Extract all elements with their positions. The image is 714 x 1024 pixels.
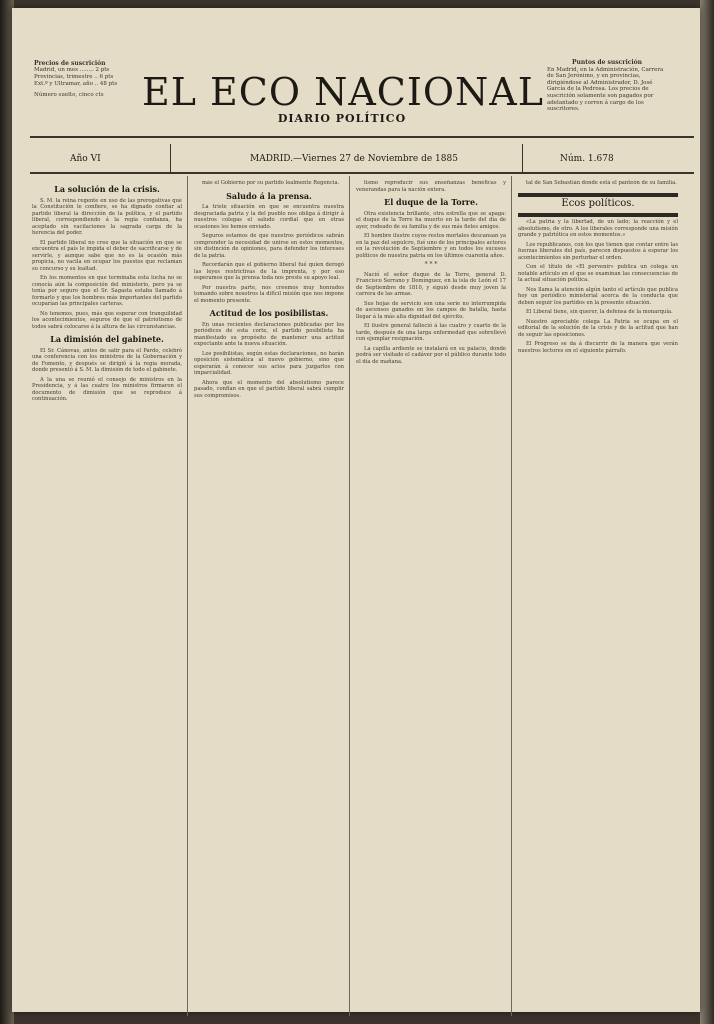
subscription-points-box [547,60,667,113]
paragraph: Los republicanos, con los que tienen que contar entre las fuerzas liberales del país, parecen dispuestos á esperar los acontecimientos sin perturbar el orden. [518,241,678,261]
paragraph: En los momentos en que terminaba esta lucha no se conocía aún la composición del ministerio, pero ya se tenía por seguro que el Sr. Sagasta estaba llamado á formarlo y que los hombres más importantes del partido ocuparían las principales carteras. [32,275,182,307]
paragraph: El Progreso se da á discurrir de la manera que verán nuestros lectores en el siguiente párrafo. [518,341,678,354]
paragraph: Los posibilistas, según estas declaraciones, no harán oposición sistemática al nuevo gobierno, sino que esperarán á conocer sus actos para juzgarlos con imparcialidad. [194,350,344,376]
paragraph: No tenemos, pues, más que esperar con tranquilidad los acontecimientos, seguros de que el patriotismo de todos sabrá colocarse á la altura de las circunstancias. [32,310,182,330]
paragraph: «La patria y la libertad, de un lado; la reacción y el absolutismo, de otro. A los liberales corresponde una misión grande y patriótica en estos momentos.» [518,219,678,238]
paragraph: Otra existencia brillante, otra estrella que se apaga: el duque de la Torre ha muerto en la tarde del día de ayer, rodeado de su familia y de sus más fieles amigos. [356,210,506,230]
paragraph: tal de San Sebastián donde está el panteón de su familia. [526,180,677,186]
column-rule [349,176,350,1016]
points-title: Puntos de suscrición [571,59,643,66]
column-3 [356,180,506,368]
column-1 [32,180,182,406]
info-rule [30,172,694,174]
paragraph: A la una se reunió el consejo de ministros en la Presidencia, y á las cuatro los ministros firmaron el documento de dimisión que se reproduce á continuación. [32,376,182,402]
price-line: Número suelto, cinco cts [34,92,104,98]
paragraph: La capilla ardiente se instalará en su palacio, donde podrá ser visitado el cadáver por el público durante todo el día de mañana. [356,345,506,365]
column-rule [187,176,188,1016]
article-heading: La solución de la crisis. [54,184,160,194]
paragraph: Nuestro apreciable colega La Patria se ocupa en el editorial de la solución de la crisis y de la actitud que han de seguir las oposiciones. [518,318,678,338]
points-text: En Madrid, en la Administración, Carrera de San Jerónimo, y en provincias, dirigiéndose al Administrador, D. José García de la Pedrosa. Los precios de suscrición solamente son pagados por adelantado y corren á cargo de los suscritores. [547,66,664,113]
info-separator [170,144,171,174]
article-heading: Actitud de los posibilistas. [209,308,329,318]
column-2 [194,180,344,402]
paragraph: El Liberal tiene, sin querer, la defensa de la monarquía. [526,309,673,315]
paragraph: más el Gobierno por su partido lealmente Regencia. [202,180,340,186]
paragraph: S. M. la reina regente en uso de las prerogativas que la Constitución le confiere, se ha dignado confiar al partido liberal la dirección de la política, y el partido liberal, correspondiendo á la regia confianza, ha aceptado sin vacilaciones la sagrada carga de la herencia del poder. [32,197,182,236]
paragraph: El hombre ilustre cuyos restos mortales descansan ya en la paz del sepulcro, fué uno de los principales actores en la revolución de Septiembre y en todos los sucesos políticos de nuestra patria en los últimos cuarenta años. [356,233,506,259]
paragraph: Seguros estamos de que nuestros periódicos sabrán comprender la necesidad de unirse en estos momentos, sin distinción de opiniones, para defender los intereses de la patria. [194,233,344,259]
paragraph: Por nuestra parte, nos creemos muy honrados tomando sobre nosotros la difícil misión que nos impone el momento presente. [194,284,344,304]
section-stars: * * * [424,261,438,268]
price-line: Provincias, trimestre .. 6 pts [34,74,114,80]
section-banner-rule [518,213,678,217]
issue-number: Núm. 1.678 [560,154,614,164]
article-heading: Saludo á la prensa. [226,190,312,201]
prices-title: Precios de suscrición [34,60,106,67]
column-4 [518,180,678,357]
article-heading: El duque de la Torre. [384,197,478,207]
paragraph: Nació el señor duque de la Torre, general D. Francisco Serrano y Domínguez, en la isla de León el 17 de Septiembre de 1810, y siguió desde muy joven la carrera de las armas. [356,271,506,297]
paragraph: Con el título de «El porvenir» publica un colega un notable artículo en el que se examinan las consecuencias de la actual situación política. [518,264,678,283]
header [12,8,700,148]
paragraph: El ilustre general falleció á las cuatro y cuarto de la tarde, después de una larga enfermedad que sobrellevó con ejemplar resignación. [356,323,506,342]
page-edge-right [700,0,714,1024]
paragraph: Sus hojas de servicio son una serie no interrumpida de ascensos ganados en los campos de batalla, hasta llegar á la más alta dignidad del ejército. [356,300,506,320]
subtitle: DIARIO POLÍTICO [277,112,407,125]
price-line: Madrid, un mes ........ 2 pts [34,67,110,73]
subscription-prices-box [34,60,130,99]
info-separator [522,144,523,174]
price-line: Ext.º y Ultramar, año .. 48 pts [34,81,118,87]
section-heading: Ecos políticos. [561,197,635,209]
paragraph: lismo reproducir sus enseñanzas benéficas y venerandas para la nación entera. [356,180,506,193]
paragraph: El Sr. Cánovas, antes de salir para el Pardo, celebró una conferencia con los ministros de la Gobernación y de Fomento, y después se dirigió á la regia morada, donde presentó á S. M. la dimisión de todo el gabinete. [32,347,182,373]
header-rule [30,136,694,138]
paragraph: Ahora que el momento del absolutismo parece pasado, confían en que el partido liberal sabrá cumplir sus compromisos. [194,379,344,399]
article-heading: La dimisión del gabinete. [50,334,164,344]
paragraph: Recordarán que el gobierno liberal fué quien derogó las leyes restrictivas de la imprenta, y por eso esperamos que la prensa toda nos preste su apoyo leal. [194,262,344,281]
masthead: EL ECO NACIONAL [142,70,544,114]
newspaper-page [12,8,700,1012]
section-banner-rule [518,193,678,197]
year-label: Año VI [70,154,101,164]
info-bar [30,148,694,172]
paragraph: En unas recientes declaraciones publicadas por los periódicos de esta corte, el partido posibilista ha manifestado su propósito de mantener una actitud expectante ante la nueva situación. [194,321,344,347]
column-rule [511,176,512,1016]
paragraph: Nos llama la atención algún tanto el artículo que publica hoy un periódico ministerial acerca de la conducta que deben seguir los partidos en la presente situación. [518,286,678,306]
dateline: MADRID.—Viernes 27 de Noviembre de 1885 [250,154,458,164]
paragraph: La triste situación en que se encuentra nuestra desgraciada patria y la del pueblo nos obliga á dirigir á nuestros colegas el saludo cordial que en otras ocasiones les hemos enviado. [194,204,344,230]
paragraph: El partido liberal no cree que la situación en que se encuentra el país le impida el deber de sacrificarse y de servirle, y aunque sabe que no es la ocasión más propicia, no vacila en ocupar los puestos que reclaman su concurso y su lealtad. [32,239,182,272]
